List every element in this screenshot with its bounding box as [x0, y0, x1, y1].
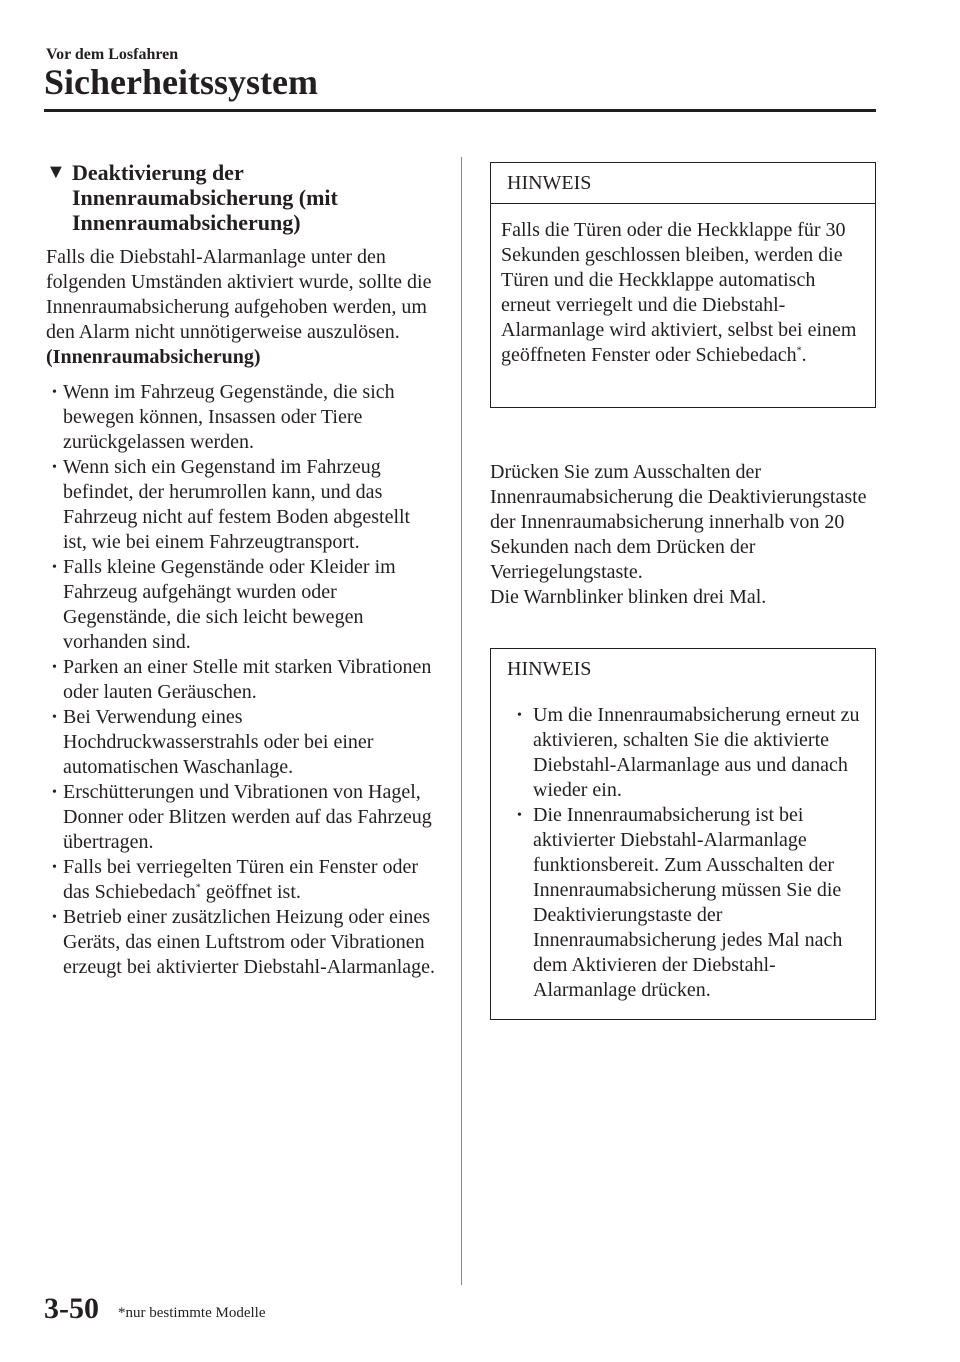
- column-divider: [461, 157, 462, 1285]
- section-heading-text: Deaktivierung der Innenraumabsicherung (mit Innenraumabsicherung): [72, 160, 338, 235]
- triangle-down-icon: ▼: [46, 161, 66, 183]
- note-text: Falls die Türen oder die Heckklappe für 30 Sekunden geschlossen bleiben, werden die Türen und die Heckklappe automatisch erneut verriegelt und die Diebstahl-Alarmanlage wird aktiviert, selbst bei einem geöffneten Fenster oder Schiebedach: [501, 219, 857, 366]
- list-item-text: Falls bei verriegelten Türen ein Fenster oder das Schiebedach: [63, 856, 419, 903]
- list-item: • Wenn sich ein Gegenstand im Fahrzeug befindet, der herumrollen kann, und das Fahrzeug nicht auf festem Boden abgestellt ist, wie bei einem Fahrzeugtransport.: [46, 455, 436, 555]
- intro-paragraph: Falls die Diebstahl-Alarmanlage unter den folgenden Umständen aktiviert wurde, sollte die Innenraumabsicherung aufgehoben werden, um den Alarm nicht unnötigerweise auszulösen.: [46, 246, 432, 343]
- sub-heading: (Innenraumabsicherung): [46, 346, 261, 368]
- header-subtitle: Vor dem Losfahren: [46, 46, 179, 63]
- note-list: [501, 703, 867, 1003]
- page-number: 3-50: [44, 1292, 99, 1325]
- note-body: [491, 204, 875, 380]
- header-divider: [44, 109, 876, 112]
- list-item: • Um die Innenraumabsicherung erneut zu aktivieren, schalten Sie die aktivierte Diebstahl-Alarmanlage aus und danach wieder ein.: [501, 703, 867, 803]
- list-item: • Erschütterungen und Vibrationen von Hagel, Donner oder Blitzen werden auf das Fahrzeug übertragen.: [46, 780, 436, 855]
- footnote-marker: *: [195, 882, 201, 894]
- instruction-paragraph: [490, 460, 874, 610]
- conditions-list: [46, 380, 436, 980]
- hazard-info-text: Die Warnblinker blinken drei Mal.: [490, 586, 767, 608]
- list-item: • Bei Verwendung eines Hochdruckwasserstrahls oder bei einer automatischen Waschanlage.: [46, 705, 436, 780]
- page-title: Sicherheitssystem: [44, 62, 318, 102]
- instruction-text: Drücken Sie zum Ausschalten der Innenraumabsicherung die Deaktivierungstaste der Innenraumabsicherung innerhalb von 20 Sekunden nach dem Drücken der Verriegelungstaste.: [490, 461, 867, 583]
- list-item: [46, 855, 436, 905]
- footnote: *nur bestimmte Modelle: [118, 1305, 266, 1321]
- list-item: • Parken an einer Stelle mit starken Vibrationen oder lauten Geräuschen.: [46, 655, 436, 705]
- list-item: • Betrieb einer zusätzlichen Heizung oder eines Geräts, das einen Luftstrom oder Vibrationen erzeugt bei aktivierter Diebstahl-Alarmanlage.: [46, 905, 436, 980]
- list-item: • Die Innenraumabsicherung ist bei aktivierter Diebstahl-Alarmanlage funktionsbereit. Zum Ausschalten der Innenraumabsicherung müssen Sie die Deaktivierungstaste der Innenraumabsicherung jedes Mal nach dem Aktivieren der Diebstahl-Alarmanlage drücken.: [501, 803, 867, 1003]
- left-column: [46, 160, 436, 980]
- note-title: HINWEIS: [507, 658, 592, 680]
- list-item: • Falls kleine Gegenstände oder Kleider im Fahrzeug aufgehängt wurden oder Gegenstände, die sich leicht bewegen vorhanden sind.: [46, 555, 436, 655]
- list-item: • Wenn im Fahrzeug Gegenstände, die sich bewegen können, Insassen oder Tiere zurückgelassen werden.: [46, 380, 436, 455]
- note-box-1: [490, 162, 876, 408]
- note-title: HINWEIS: [491, 163, 875, 204]
- note-box-2: [490, 648, 876, 1020]
- section-heading: [46, 160, 436, 235]
- list-item-text-suffix: geöffnet ist.: [200, 881, 301, 903]
- note-text-suffix: .: [801, 344, 807, 366]
- note-body: [491, 689, 875, 1015]
- footnote-marker: *: [796, 345, 802, 357]
